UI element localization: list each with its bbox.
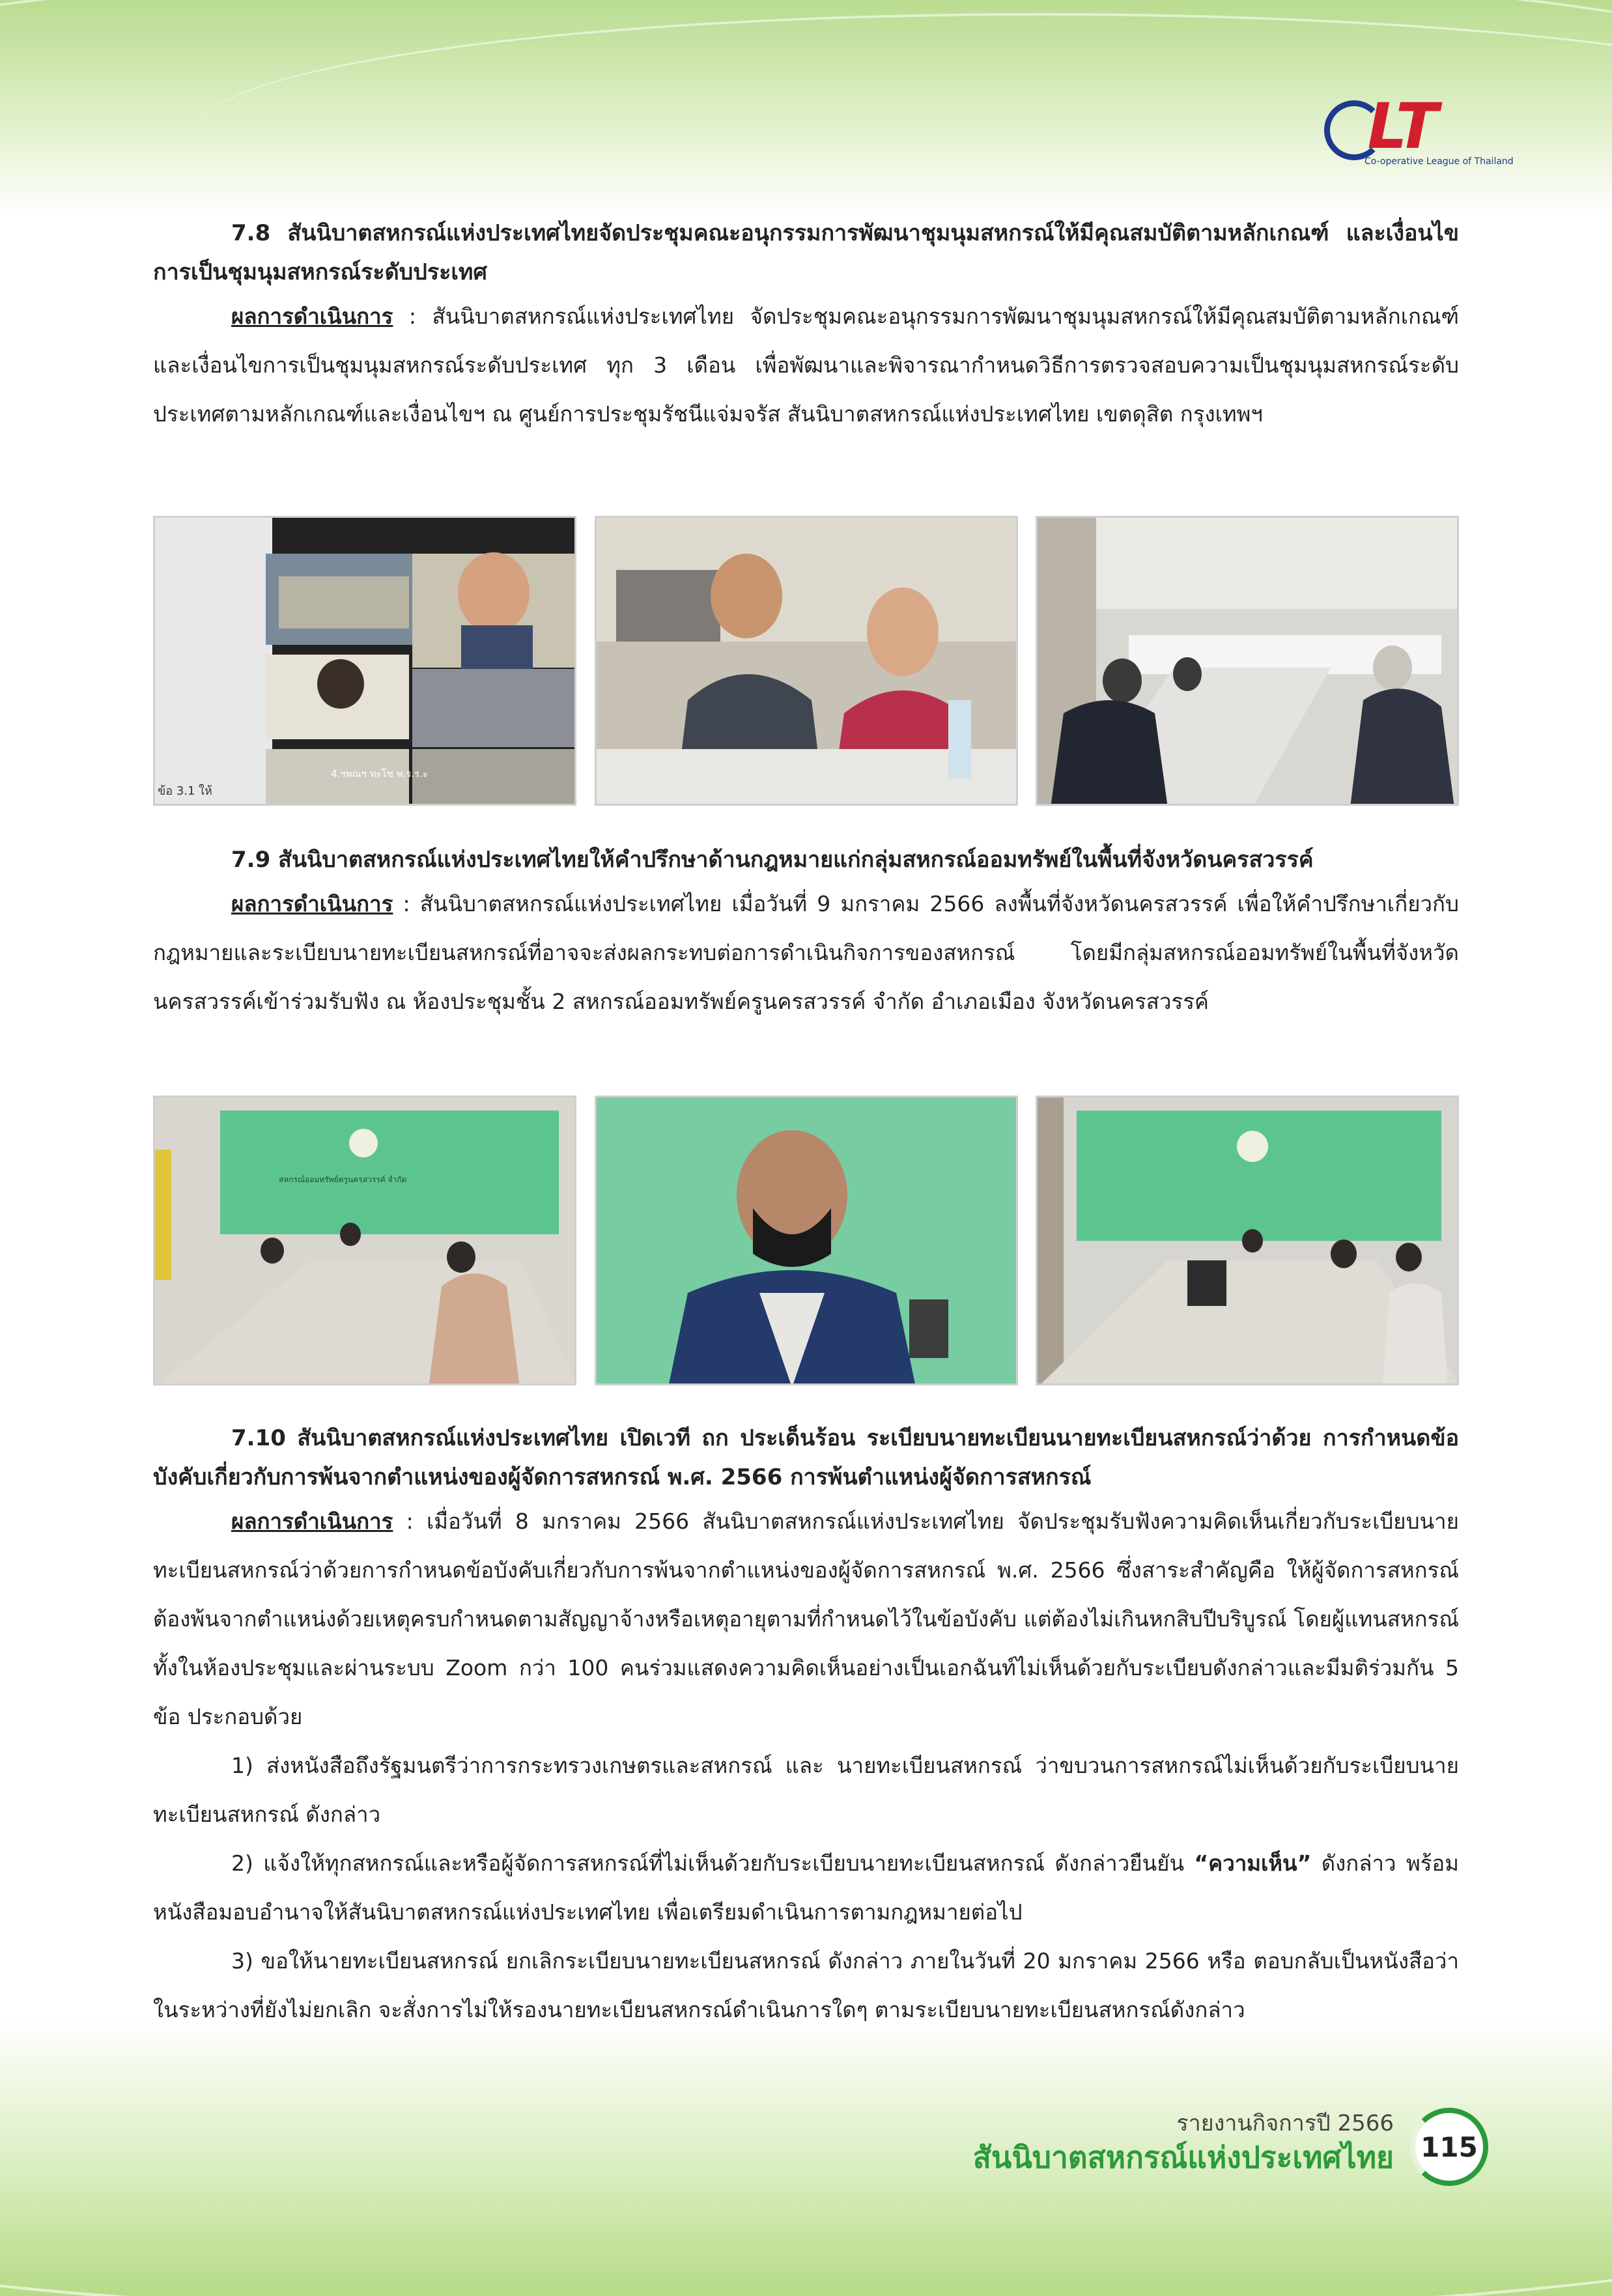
- result-label: ผลการดำเนินการ: [231, 1509, 393, 1534]
- photo-two-attendees: [595, 516, 1018, 806]
- photo-nakhonsawan-room-right: [1036, 1096, 1459, 1385]
- video-tile-caption: 4.ฯพณฯ ทะโซ พ.ร.ร.ะ: [331, 768, 429, 780]
- section-7-9-body: ผลการดำเนินการ : สันนิบาตสหกรณ์แห่งประเทศไทย เมื่อวันที่ 9 มกราคม 2566 ลงพื้นที่จังหวัดนครสวรรค์ เพื่อให้คำปรึกษาเกี่ยวกับกฎหมายและระเบียบนายทะเบียนสหกรณ์ที่อาจจะส่งผลกระทบต่อการดำเนินกิจการของสหกรณ์ โดยมีกลุ่มสหกรณ์ออมทรัพย์ในพื้นที่จังหวัดนครสวรรค์เข้าร่วมรับฟัง ณ ห้องประชุมชั้น 2 สหกรณ์ออมทรัพย์ครูนครสวรรค์ จำกัด อำเภอเมือง จังหวัดนครสวรรค์: [153, 891, 1459, 1014]
- resolution-item-3: 3) ขอให้นายทะเบียนสหกรณ์ ยกเลิกระเบียบนายทะเบียนสหกรณ์ ดังกล่าว ภายในวันที่ 20 มกราคม 2566 หรือ ตอบกลับเป็นหนังสือว่า ในระหว่างที่ยังไม่ยกเลิก จะสั่งการไม่ให้รองนายทะเบียนสหกรณ์ดำเนินการใดๆ ตามระเบียบนายทะเบียนสหกรณ์ดังกล่าว: [153, 1948, 1459, 2022]
- logo-subtitle: Co-operative League of Thailand: [1365, 156, 1514, 167]
- section-7-8-photos: [153, 516, 1459, 806]
- logo-text: LT: [1367, 90, 1437, 163]
- result-label: ผลการดำเนินการ: [231, 891, 393, 916]
- banner-text: สหกรณ์ออมทรัพย์ครูนครสวรรค์ จำกัด: [279, 1175, 407, 1184]
- result-label: ผลการดำเนินการ: [231, 304, 393, 329]
- resolution-item-1: 1) ส่งหนังสือถึงรัฐมนตรีว่าการกระทรวงเกษตรและสหกรณ์ และ นายทะเบียนสหกรณ์ ว่าขบวนการสหกรณ์ไม่เห็นด้วยกับระเบียบนายทะเบียนสหกรณ์ ดังกล่าว: [153, 1753, 1459, 1827]
- logo-initial: [1319, 90, 1363, 163]
- section-7-8-heading: 7.8 สันนิบาตสหกรณ์แห่งประเทศไทยจัดประชุมคณะอนุกรรมการพัฒนาชุมนุมสหกรณ์ให้มีคุณสมบัติตามหลักเกณฑ์ และเงื่อนไขการเป็นชุมนุมสหกรณ์ระดับประเทศ: [153, 220, 1460, 285]
- colt-logo: [1319, 90, 1527, 168]
- section-7-9-photos: [153, 1096, 1459, 1385]
- photo-man-with-mask: [595, 1096, 1018, 1385]
- resolution-item-2: 2) แจ้งให้ทุกสหกรณ์และหรือผู้จัดการสหกรณ์ที่ไม่เห็นด้วยกับระเบียบนายทะเบียนสหกรณ์ ดังกล่าวยืนยัน “ความเห็น” ดังกล่าว พร้อมหนังสือมอบอำนาจให้สันนิบาตสหกรณ์แห่งประเทศไทย เพื่อเตรียมดำเนินการตามกฎหมายต่อไป: [153, 1850, 1459, 1925]
- photo-video-conference: [153, 516, 576, 806]
- section-7-10: [153, 1419, 1459, 2034]
- photo-nakhonsawan-room-left: [153, 1096, 576, 1385]
- photo-meeting-room: [1036, 516, 1459, 806]
- page-number: 115: [1410, 2108, 1488, 2186]
- opinion-emphasis: “ความเห็น”: [1194, 1850, 1312, 1876]
- footer-report-title: รายงานกิจการปี 2566: [1176, 2110, 1394, 2136]
- section-7-10-body: ผลการดำเนินการ : เมื่อวันที่ 8 มกราคม 2566 สันนิบาตสหกรณ์แห่งประเทศไทย จัดประชุมรับฟังความคิดเห็นเกี่ยวกับระเบียบนายทะเบียนสหกรณ์ว่าด้วยการกำหนดข้อบังคับเกี่ยวกับการพ้นจากตำแหน่งของผู้จัดการสหกรณ์ พ.ศ. 2566 ซึ่งสาระสำคัญคือ ให้ผู้จัดการสหกรณ์ต้องพ้นจากตำแหน่งด้วยเหตุครบกำหนดตามสัญญาจ้างหรือเหตุอายุตามที่กำหนดไว้ในข้อบังคับ แต่ต้องไม่เกินหกสิบปีบริบูรณ์ โดยผู้แทนสหกรณ์ทั้งในห้องประชุมและผ่านระบบ Zoom กว่า 100 คนร่วมแสดงความคิดเห็นอย่างเป็นเอกฉันท์ไม่เห็นด้วยกับระเบียบดังกล่าวและมีมติร่วมกัน 5 ข้อ ประกอบด้วย: [153, 1509, 1459, 1729]
- footer-organization: สันนิบาตสหกรณ์แห่งประเทศไทย: [972, 2140, 1394, 2175]
- section-7-8: [153, 214, 1459, 438]
- section-7-9: [153, 840, 1459, 1026]
- section-7-9-heading: 7.9 สันนิบาตสหกรณ์แห่งประเทศไทยให้คำปรึกษาด้านกฎหมายแก่กลุ่มสหกรณ์ออมทรัพย์ในพื้นที่จังหวัดนครสวรรค์: [231, 847, 1314, 873]
- section-7-8-body: ผลการดำเนินการ : สันนิบาตสหกรณ์แห่งประเทศไทย จัดประชุมคณะอนุกรรมการพัฒนาชุมนุมสหกรณ์ให้มีคุณสมบัติตามหลักเกณฑ์และเงื่อนไขการเป็นชุมนุมสหกรณ์ระดับประเทศ ทุก 3 เดือน เพื่อพัฒนาและพิจารณากำหนดวิธีการตรวจสอบความเป็นชุมนุมสหกรณ์ระดับประเทศตามหลักเกณฑ์และเงื่อนไขฯ ณ ศูนย์การประชุมรัชนีแจ่มจรัส สันนิบาตสหกรณ์แห่งประเทศไทย เขตดุสิต กรุงเทพฯ: [153, 304, 1459, 427]
- video-tile-side-caption: ข้อ 3.1 ให้: [158, 784, 212, 798]
- section-7-10-heading: 7.10 สันนิบาตสหกรณ์แห่งประเทศไทย เปิดเวที ถก ประเด็นร้อน ระเบียบนายทะเบียนนายทะเบียนสหกรณ์ว่าด้วย การกำหนดข้อบังคับเกี่ยวกับการพ้นจากตำแหน่งของผู้จัดการสหกรณ์ พ.ศ. 2566 การพ้นตำแหน่งผู้จัดการสหกรณ์: [153, 1425, 1459, 1490]
